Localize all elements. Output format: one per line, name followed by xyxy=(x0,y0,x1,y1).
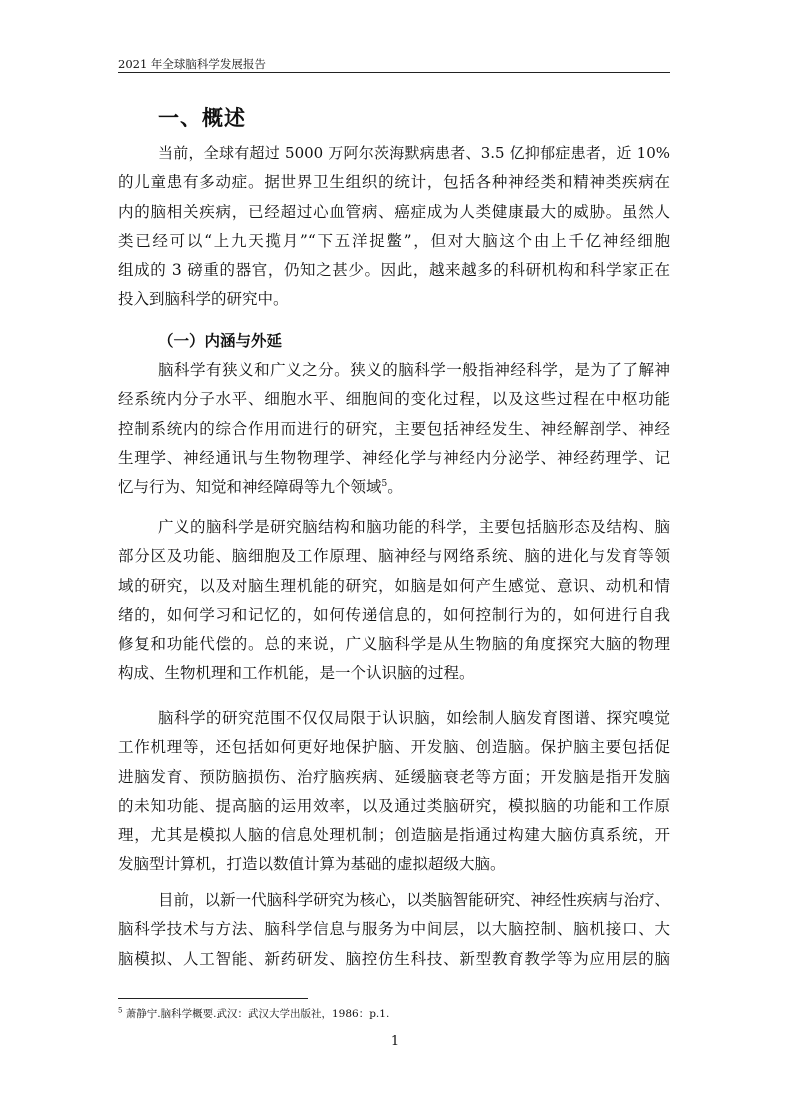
text-line: 脑模拟、人工智能、新药研发、脑控仿生科技、新型教育教学等为应用层的脑 xyxy=(118,949,670,968)
paragraph-4 xyxy=(118,704,670,880)
text-line: 内的脑相关疾病，已经超过心血管病、癌症成为人类健康最大的威胁。虽然人 xyxy=(118,202,670,221)
text-line xyxy=(118,473,670,502)
text-line: 发脑型计算机，打造以数值计算为基础的虚拟超级大脑。 xyxy=(118,855,506,874)
text-line: 投入到脑科学的研究中。 xyxy=(118,290,289,309)
paragraph-2 xyxy=(118,356,670,502)
text-line: 修复和功能代偿的。总的来说，广义脑科学是从生物脑的角度探究大脑的物理 xyxy=(118,635,670,654)
text-line: 生理学、神经通讯与生物物理学、神经化学与神经内分泌学、神经药理学、记 xyxy=(118,448,670,467)
header-rule xyxy=(118,72,670,73)
text-line: 的未知功能、提高脑的运用效率，以及通过类脑研究，模拟脑的功能和工作原 xyxy=(118,796,670,815)
text-line: 目前，以新一代脑科学研究为核心，以类脑智能研究、神经性疾病与治疗、 xyxy=(158,891,670,909)
text-run: 。 xyxy=(387,478,403,497)
text-run: 忆与行为、知觉和神经障碍等九个领域 xyxy=(118,478,382,497)
footnote-separator xyxy=(118,998,308,999)
paragraph-3 xyxy=(118,513,670,689)
text-line: 域的研究，以及对脑生理机能的研究，如脑是如何产生感觉、意识、动机和情 xyxy=(118,576,670,595)
footnote-reference[interactable]: 5 xyxy=(381,479,388,490)
text-line: 的儿童患有多动症。据世界卫生组织的统计，包括各种神经类和精神类疾病在 xyxy=(118,173,670,192)
text-line: 构成、生物机理和工作机能，是一个认识脑的过程。 xyxy=(118,664,475,683)
text-line: 部分区及功能、脑细胞及工作原理、脑神经与网络系统、脑的进化与发育等领 xyxy=(118,547,670,566)
text-line: 经系统内分子水平、细胞水平、细胞间的变化过程，以及这些过程在中枢功能 xyxy=(118,390,670,409)
text-line: 脑科学的研究范围不仅仅局限于认识脑，如绘制人脑发育图谱、探究嗅觉 xyxy=(158,709,670,727)
text-line: 类已经可以“上九天揽月”“下五洋捉鳖”，但对大脑这个由上千亿神经细胞 xyxy=(118,231,670,250)
text-line: 广义的脑科学是研究脑结构和脑功能的科学，主要包括脑形态及结构、脑 xyxy=(158,518,670,536)
footnote-text: 萧静宁.脑科学概要.武汉：武汉大学出版社，1986：p.1. xyxy=(122,1008,390,1020)
text-line: 工作机理等，还包括如何更好地保护脑、开发脑、创造脑。保护脑主要包括促 xyxy=(118,738,670,757)
text-line: 脑科学技术与方法、脑科学信息与服务为中间层，以大脑控制、脑机接口、大 xyxy=(118,920,670,939)
footnote-marker: 5 xyxy=(118,1006,123,1015)
section-title: 一、概述 xyxy=(158,106,246,130)
paragraph-1 xyxy=(118,139,670,315)
text-line: 控制系统内的综合作用而进行的研究，主要包括神经发生、神经解剖学、神经 xyxy=(118,419,670,438)
text-line: 进脑发育、预防脑损伤、治疗脑疾病、延缓脑衰老等方面；开发脑是指开发脑 xyxy=(118,767,670,786)
text-line: 绪的，如何学习和记忆的，如何传递信息的，如何控制行为的，如何进行自我 xyxy=(118,605,670,624)
running-header: 2021 年全球脑科学发展报告 xyxy=(118,57,266,71)
footnote xyxy=(118,1006,389,1022)
paragraph-5 xyxy=(118,886,670,974)
page-number: 1 xyxy=(390,1034,400,1049)
text-line: 理，尤其是模拟人脑的信息处理机制；创造脑是指通过构建大脑仿真系统，开 xyxy=(118,826,670,845)
text-line: 组成的 3 磅重的器官，仍知之甚少。因此，越来越多的科研机构和科学家正在 xyxy=(118,261,670,280)
text-line: 脑科学有狭义和广义之分。狭义的脑科学一般指神经科学，是为了了解神 xyxy=(158,361,670,379)
text-line: 当前，全球有超过 5000 万阿尔茨海默病患者、3.5 亿抑郁症患者，近 10% xyxy=(158,144,670,162)
subsection-title: （一）内涵与外延 xyxy=(158,332,283,350)
